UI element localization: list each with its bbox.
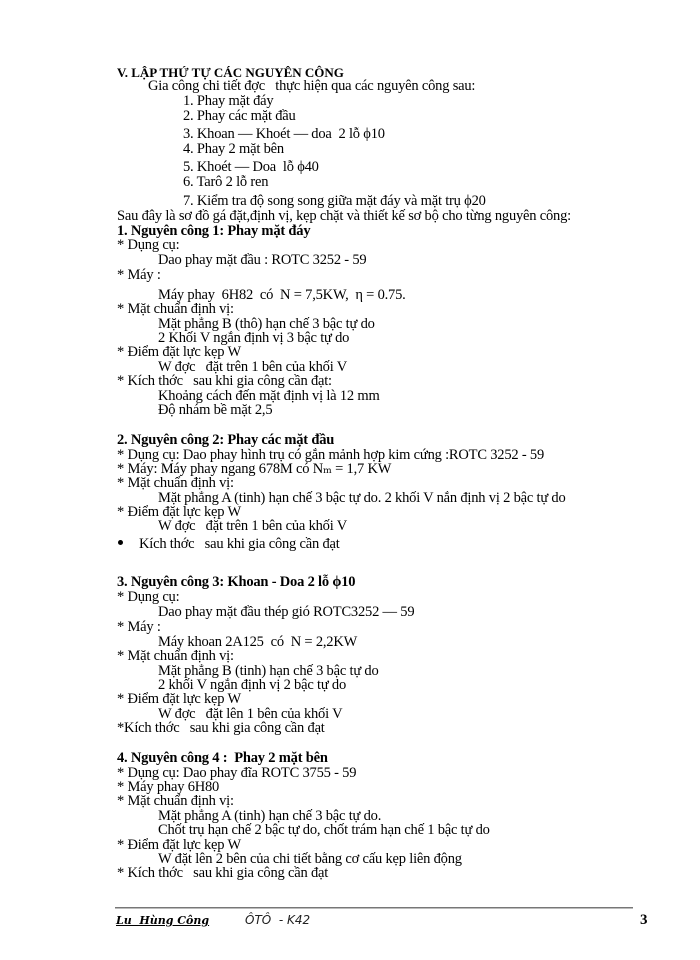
step-item: 1. Phay mặt đáy bbox=[183, 93, 274, 109]
op1-machine: Máy phay 6H82 có N = 7,5KW, η = 0.75. bbox=[158, 287, 406, 303]
op4-clamp: W đặt lên 2 bên của chi tiết bằng cơ cấu kẹp liên động bbox=[158, 851, 462, 867]
footer-author: Lu Hùng Công bbox=[116, 914, 210, 927]
op1-machine-label: * Máy : bbox=[117, 267, 161, 283]
step-item: 7. Kiểm tra độ song song giữa mặt đáy và mặt trụ ϕ20 bbox=[183, 193, 486, 209]
op3-locate: 2 khối V ngắn định vị 2 bậc tự do bbox=[158, 677, 347, 693]
op1-heading: 1. Nguyên công 1: Phay mặt đáy bbox=[117, 223, 311, 239]
op1-locate-label: * Mặt chuẩn định vị: bbox=[117, 301, 234, 317]
op3-heading: 3. Nguyên công 3: Khoan - Doa 2 lỗ ϕ10 bbox=[117, 574, 356, 590]
op2-heading: 2. Nguyên công 2: Phay các mặt đầu bbox=[117, 432, 335, 448]
op4-dims-label: * Kích thớc sau khi gia công cần đạt bbox=[117, 865, 329, 881]
op4-locate: Mặt phẳng A (tinh) hạn chế 3 bậc tự do. bbox=[158, 808, 382, 824]
footer-divider bbox=[115, 907, 633, 909]
op3-clamp-label: * Điểm đặt lực kẹp W bbox=[117, 691, 241, 707]
section-title: V. LẬP THỨ TỰ CÁC NGUYÊN CÔNG bbox=[117, 65, 344, 80]
op3-machine: Máy khoan 2A125 có N = 2,2KW bbox=[158, 634, 358, 650]
bullet-icon bbox=[118, 540, 123, 545]
op2-dims-label: Kích thớc sau khi gia công cần đạt bbox=[139, 536, 340, 552]
section-intro: Gia công chi tiết đợc thực hiện qua các nguyên công sau: bbox=[148, 78, 476, 94]
op2-tool: * Dụng cụ: Dao phay hình trụ có gắn mảnh hợp kim cứng :ROTC 3252 - 59 bbox=[117, 447, 544, 463]
op3-locate: Mặt phẳng B (tinh) hạn chế 3 bậc tự do bbox=[158, 663, 379, 679]
op3-machine-label: * Máy : bbox=[117, 619, 161, 635]
step-item: 4. Phay 2 mặt bên bbox=[183, 141, 284, 157]
step-item: 3. Khoan — Khoét — doa 2 lỗ ϕ10 bbox=[183, 126, 385, 142]
op4-locate-label: * Mặt chuẩn định vị: bbox=[117, 793, 234, 809]
op2-locate: Mặt phẳng A (tinh) hạn chế 3 bậc tự do. 2 khối V nắn định vị 2 bậc tự do bbox=[158, 490, 566, 506]
step-item: 5. Khoét — Doa lỗ ϕ40 bbox=[183, 159, 319, 175]
step-item: 2. Phay các mặt đầu bbox=[183, 108, 296, 124]
op1-locate: 2 Khối V ngắn định vị 3 bậc tự do bbox=[158, 330, 350, 346]
op4-heading: 4. Nguyên công 4 : Phay 2 mặt bên bbox=[117, 750, 328, 766]
op1-tool: Dao phay mặt đầu : ROTC 3252 - 59 bbox=[158, 252, 367, 268]
page-number: 3 bbox=[640, 912, 648, 928]
step-item: 6. Tarô 2 lỗ ren bbox=[183, 174, 269, 190]
op1-tool-label: * Dụng cụ: bbox=[117, 237, 180, 253]
op2-machine: * Máy: Máy phay ngang 678M có Nₘ = 1,7 KW bbox=[117, 461, 392, 477]
op2-clamp: W đợc đặt trên 1 bên của khối V bbox=[158, 518, 347, 534]
op1-dims-label: * Kích thớc sau khi gia công cần đạt: bbox=[117, 373, 332, 389]
op1-clamp: W đợc đặt trên 1 bên của khối V bbox=[158, 359, 347, 375]
op2-clamp-label: * Điểm đặt lực kẹp W bbox=[117, 504, 241, 520]
op1-locate: Mặt phẳng B (thô) hạn chế 3 bậc tự do bbox=[158, 316, 375, 332]
op3-locate-label: * Mặt chuẩn định vị: bbox=[117, 648, 234, 664]
op3-tool: Dao phay mặt đầu thép gió ROTC3252 — 59 bbox=[158, 604, 415, 620]
op3-tool-label: * Dụng cụ: bbox=[117, 589, 180, 605]
op3-dims-label: *Kích thớc sau khi gia công cần đạt bbox=[117, 720, 325, 736]
op1-dims: Độ nhám bề mặt 2,5 bbox=[158, 402, 273, 418]
op4-locate: Chốt trụ hạn chế 2 bậc tự do, chốt trám hạn chế 1 bậc tự do bbox=[158, 822, 490, 838]
op4-clamp-label: * Điểm đặt lực kẹp W bbox=[117, 837, 241, 853]
op2-locate-label: * Mặt chuẩn định vị: bbox=[117, 475, 234, 491]
op4-machine: * Máy phay 6H80 bbox=[117, 779, 220, 795]
op4-tool: * Dụng cụ: Dao phay đĩa ROTC 3755 - 59 bbox=[117, 765, 357, 781]
op3-clamp: W đợc đặt lên 1 bên của khối V bbox=[158, 706, 343, 722]
section-lead: Sau đây là sơ đồ gá đặt,định vị, kẹp chặt và thiết kế sơ bộ cho từng nguyên công: bbox=[117, 208, 571, 224]
op1-clamp-label: * Điểm đặt lực kẹp W bbox=[117, 344, 241, 360]
op1-dims: Khoảng cách đến mặt định vị là 12 mm bbox=[158, 388, 380, 404]
footer-class: ÔTÔ - K42 bbox=[245, 913, 311, 927]
